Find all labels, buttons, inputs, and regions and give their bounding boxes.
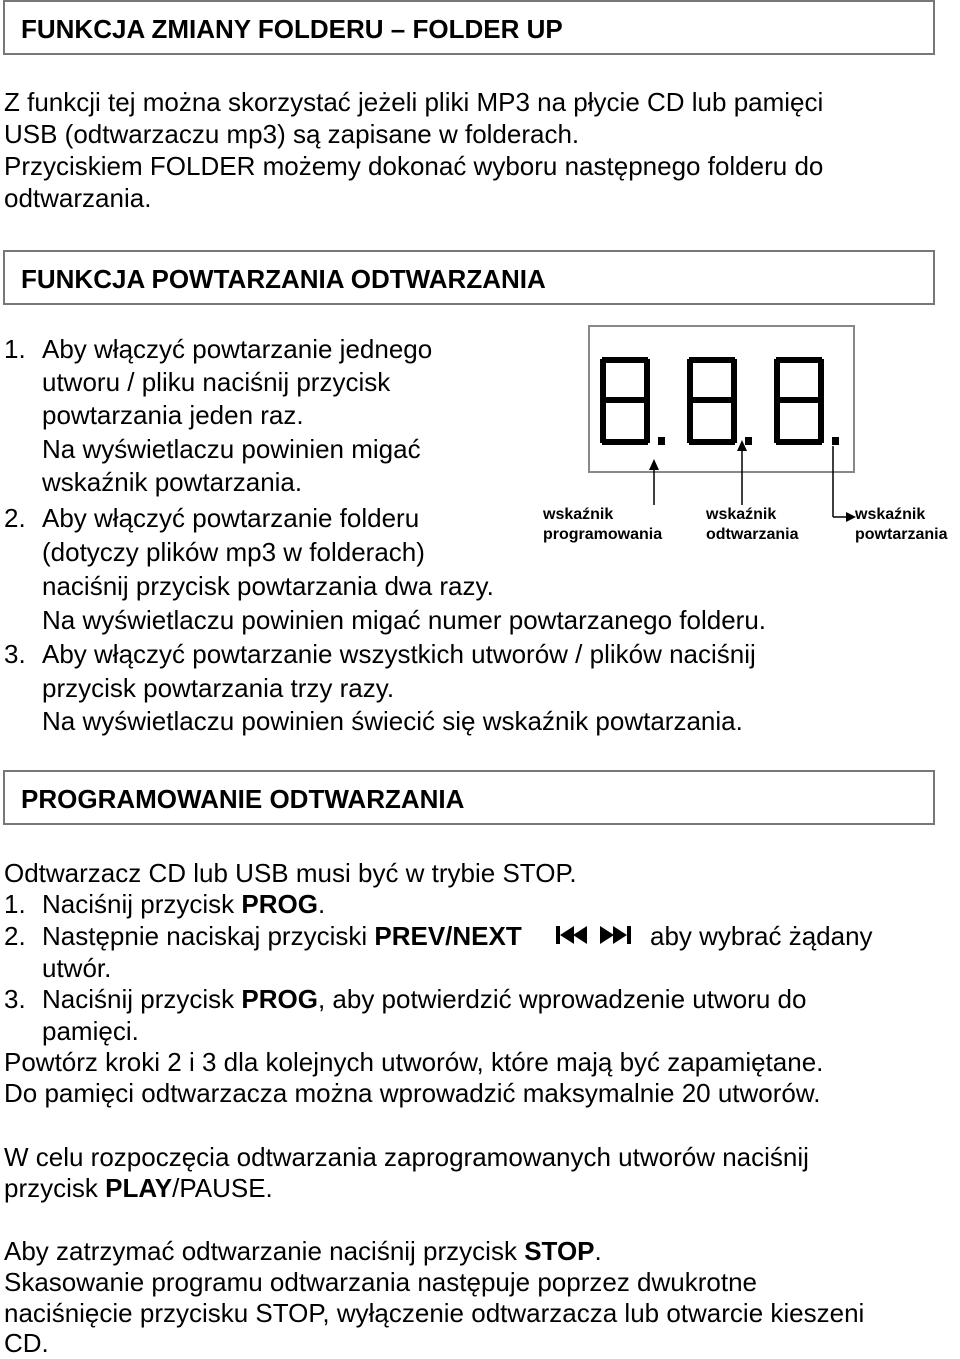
repeat-item-2-number: 2. [4, 503, 26, 533]
program-max-note: Do pamięci odtwarzacza można wprowadzić maksymalnie 20 utworów. [4, 1078, 821, 1108]
step-text: Następnie naciskaj przyciski [42, 921, 375, 951]
play-indicator-label-2: odtwarzania [706, 526, 799, 543]
repeat-item-2-line-2: (dotyczy plików mp3 w folderach) [42, 537, 425, 567]
repeat-item-3-line-2: przycisk powtarzania trzy razy. [42, 673, 395, 703]
arrow-head-program [649, 459, 659, 470]
step-tail: . [317, 889, 326, 919]
next-track-icon [600, 926, 631, 944]
repeat-item-2-line-3: naciśnij przycisk powtarzania dwa razy. [42, 571, 494, 601]
stop-text: Aby zatrzymać odtwarzanie naciśnij przycisk [4, 1236, 525, 1266]
step-number: 1. [4, 889, 26, 919]
stop-tail: . [594, 1236, 602, 1266]
section-title: PROGRAMOWANIE ODTWARZANIA [21, 784, 465, 814]
repeat-item-1-line-1: Aby włączyć powtarzanie jednego [42, 334, 433, 364]
program-intro: Odtwarzacz CD lub USB musi być w trybie STOP. [4, 858, 577, 888]
repeat-item-3-line-1: Aby włączyć powtarzanie wszystkich utworów / plików naciśnij [42, 639, 756, 669]
program-repeat-note: Powtórz kroki 2 i 3 dla kolejnych utworów, które mają być zapamiętane. [4, 1047, 824, 1077]
play-button-label: PLAY [105, 1173, 173, 1203]
repeat-item-1-line-3: powtarzania jeden raz. [42, 400, 304, 430]
program-indicator-label-1: wskaźnik [543, 506, 614, 523]
program-start-line-1: W celu rozpoczęcia odtwarzania zaprogramowanych utworów naciśnij [4, 1142, 809, 1172]
section-title: FUNKCJA ZMIANY FOLDERU – FOLDER UP [21, 14, 563, 44]
program-step-1 [4, 888, 325, 920]
repeat-item-3-number: 3. [4, 639, 26, 669]
step-text: Naciśnij przycisk [42, 889, 242, 919]
section-header-program [3, 770, 935, 825]
repeat-item-1-line-2: utworu / pliku naciśnij przycisk [42, 367, 391, 397]
step-number: 3. [4, 984, 26, 1014]
program-step-3 [4, 983, 806, 1015]
prog-button-label: PROG [241, 984, 318, 1014]
step-number: 2. [4, 921, 26, 951]
repeat-item-2-line-4: Na wyświetlaczu powinien migać numer powtarzanego folderu. [42, 605, 767, 635]
repeat-item-2-line-1: Aby włączyć powtarzanie folderu [42, 503, 420, 533]
step-tail: , aby potwierdzić wprowadzenie utworu do [317, 984, 807, 1014]
folder-up-text-line-4: odtwarzania. [4, 183, 152, 213]
stop-button-label: STOP [524, 1236, 595, 1266]
program-cancel-line-3: CD. [4, 1328, 49, 1358]
prev-next-button-label: PREV/NEXT [374, 921, 522, 951]
play-indicator-label-1: wskaźnik [706, 506, 777, 523]
prev-next-icons [556, 924, 638, 946]
arrow-head-play [737, 440, 747, 451]
program-step-2-cont: utwór. [42, 953, 112, 983]
folder-up-text-line-3: Przyciskiem FOLDER możemy dokonać wyboru następnego folderu do [4, 151, 824, 181]
prev-track-icon [556, 926, 587, 944]
program-start-line-2 [4, 1172, 273, 1204]
program-cancel-line-2: naciśnięcie przycisku STOP, wyłączenie odtwarzacza lub otwarcie kieszeni [4, 1298, 865, 1328]
prog-button-label: PROG [241, 889, 318, 919]
repeat-indicator-label-1: wskaźnik [855, 506, 926, 523]
start-text: przycisk [4, 1173, 106, 1203]
program-cancel-line-1: Skasowanie programu odtwarzania następuje poprzez dwukrotne [4, 1267, 757, 1297]
program-indicator-label-2: programowania [543, 526, 663, 543]
repeat-item-1-line-5: wskaźnik powtarzania. [42, 467, 303, 497]
repeat-item-3-line-3: Na wyświetlaczu powinien świecić się wskaźnik powtarzania. [42, 706, 743, 736]
folder-up-text-line-2: USB (odtwarzaczu mp3) są zapisane w folderach. [4, 119, 580, 149]
program-step-2-tail: aby wybrać żądany [650, 921, 873, 951]
program-step-3-cont: pamięci. [42, 1016, 139, 1046]
folder-up-text-line-1: Z funkcji tej można skorzystać jeżeli pliki MP3 na płycie CD lub pamięci [4, 87, 824, 117]
repeat-item-1-line-4: Na wyświetlaczu powinien migać [42, 434, 421, 464]
program-step-2 [4, 920, 522, 952]
start-tail: /PAUSE. [172, 1173, 273, 1203]
repeat-indicator-label-2: powtarzania [855, 526, 948, 543]
step-text: Naciśnij przycisk [42, 984, 242, 1014]
section-title: FUNKCJA POWTARZANIA ODTWARZANIA [21, 264, 546, 294]
repeat-item-1-number: 1. [4, 334, 26, 364]
program-stop-line [4, 1235, 602, 1267]
